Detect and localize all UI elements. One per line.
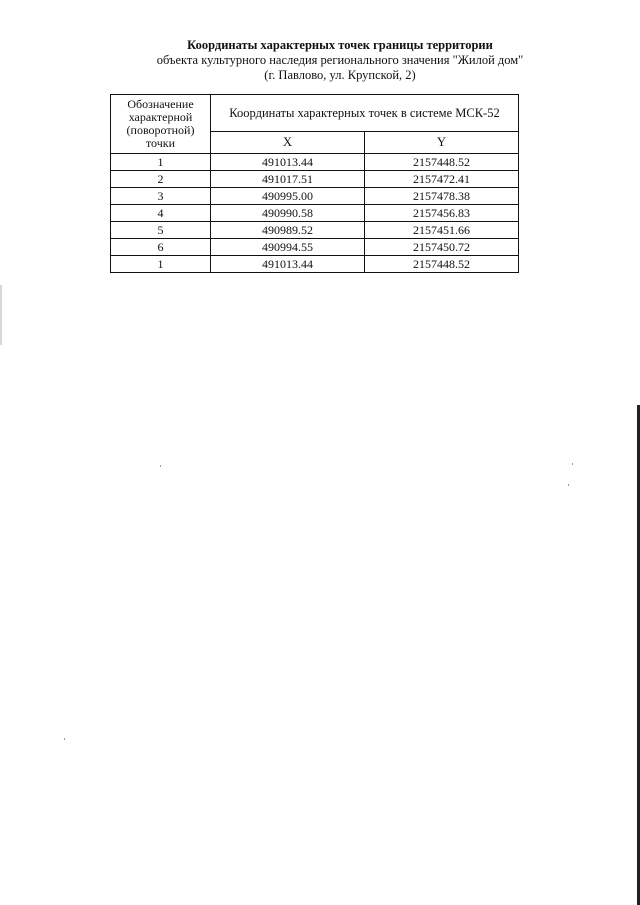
- cell-point: 1: [111, 154, 211, 171]
- cell-x: 491013.44: [211, 256, 365, 273]
- scan-edge-left: [0, 285, 2, 345]
- header-point-designation: Обозначение характерной (поворотной) точки: [111, 95, 211, 154]
- cell-x: 491017.51: [211, 171, 365, 188]
- cell-y: 2157448.52: [365, 256, 519, 273]
- cell-y: 2157472.41: [365, 171, 519, 188]
- cell-point: 6: [111, 239, 211, 256]
- cell-x: 491013.44: [211, 154, 365, 171]
- cell-y: 2157478.38: [365, 188, 519, 205]
- table-row: [111, 222, 519, 239]
- table-row: [111, 171, 519, 188]
- cell-x: 490994.55: [211, 239, 365, 256]
- cell-point: 5: [111, 222, 211, 239]
- cell-x: 490990.58: [211, 205, 365, 222]
- title-block: [100, 38, 580, 83]
- document-title: Координаты характерных точек границы территории: [187, 38, 493, 52]
- table-row: [111, 256, 519, 273]
- cell-y: 2157448.52: [365, 154, 519, 171]
- cell-point: 1: [111, 256, 211, 273]
- cell-point: 2: [111, 171, 211, 188]
- cell-x: 490995.00: [211, 188, 365, 205]
- document-subtitle-line-2: (г. Павлово, ул. Крупской, 2): [264, 68, 416, 82]
- cell-y: 2157451.66: [365, 222, 519, 239]
- scan-speck: [568, 484, 569, 486]
- header-y: Y: [365, 132, 519, 154]
- scan-speck: [160, 465, 161, 467]
- cell-point: 4: [111, 205, 211, 222]
- header-x: X: [211, 132, 365, 154]
- table-row: [111, 188, 519, 205]
- scan-speck: [64, 738, 65, 740]
- header-coordinate-system: Координаты характерных точек в системе МСК-52: [211, 95, 519, 132]
- cell-x: 490989.52: [211, 222, 365, 239]
- cell-y: 2157456.83: [365, 205, 519, 222]
- table-row: [111, 205, 519, 222]
- table-row: [111, 239, 519, 256]
- coordinates-table: [110, 94, 519, 273]
- cell-y: 2157450.72: [365, 239, 519, 256]
- document-subtitle-line-1: объекта культурного наследия регионального значения "Жилой дом": [156, 53, 524, 67]
- cell-point: 3: [111, 188, 211, 205]
- table-row: [111, 154, 519, 171]
- scan-speck: [572, 463, 573, 465]
